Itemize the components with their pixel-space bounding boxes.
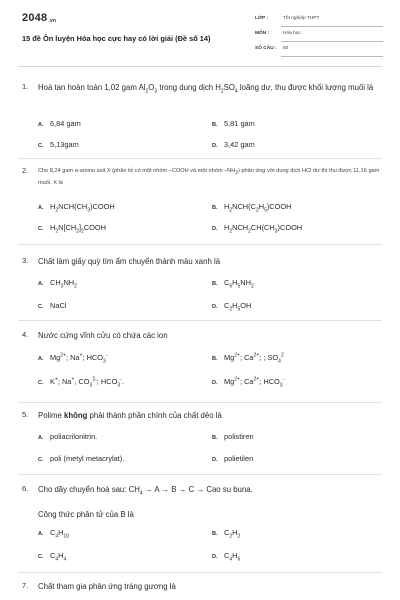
option-text: polietilen: [224, 454, 254, 463]
option-d[interactable]: [212, 301, 382, 312]
question-number: 4.: [22, 330, 29, 339]
question-stem: Chất tham gia phản ứng tráng gương là: [38, 582, 176, 591]
option-text: $H_2NCH(C_2H_5)COOH$: [224, 202, 292, 214]
question-divider: [18, 402, 382, 403]
logo-text: 2048: [22, 12, 48, 24]
option-letter: A.: [38, 435, 44, 441]
question-6: [22, 484, 382, 563]
meta-label: MÔN :: [255, 31, 270, 36]
option-d[interactable]: [212, 377, 382, 389]
question-divider: [18, 158, 382, 159]
option-letter: A.: [38, 356, 44, 363]
question-2: [22, 166, 382, 235]
option-a[interactable]: [38, 353, 208, 365]
meta-label: LỚP :: [255, 16, 269, 21]
option-text: $Mg^{2+}$; $Ca^{2+}$; $HCO_3^-$: [224, 377, 285, 389]
meta-class: [255, 15, 383, 27]
option-d[interactable]: [212, 454, 382, 463]
option-letter: A.: [38, 205, 44, 211]
question-stem: Cho 8,24 gam α-amino axit X (phân tử có một nhóm –COOH và một nhóm $-NH_2$) phản ứng với dung dịch HCl dư thì thu được 11,16 gam muối. X là: [38, 168, 380, 187]
option-letter: C.: [38, 457, 44, 463]
option-letter: B.: [212, 122, 218, 128]
option-b[interactable]: [212, 432, 382, 441]
question-number: 5.: [22, 410, 29, 419]
option-text: polistiren: [224, 432, 254, 441]
option-d[interactable]: [212, 223, 382, 234]
option-c[interactable]: [38, 140, 208, 149]
document-title: 15 đề Ôn luyện Hóa học cực hay có lời giải (Đề số 14): [22, 34, 211, 43]
option-a[interactable]: [38, 119, 208, 128]
option-letter: C.: [38, 226, 44, 232]
question-stem: Nước cứng vĩnh cửu có chứa các ion: [38, 331, 168, 340]
option-text: $H_2N[CH_2]_2COOH$: [50, 223, 107, 235]
meta-underline: [281, 56, 383, 57]
option-d[interactable]: [212, 140, 382, 149]
option-text: $C_2H_2$: [224, 528, 241, 540]
option-letter: A.: [38, 281, 44, 287]
option-letter: D.: [212, 380, 218, 387]
option-letter: B.: [212, 531, 218, 537]
option-b[interactable]: [212, 353, 382, 365]
option-text: $Mg^{2+}$; Na+; $HCO_3^-$: [50, 353, 108, 365]
question-7: [22, 581, 382, 593]
option-text: $H_2NCH_2CH(CH_3)COOH$: [224, 223, 303, 235]
option-c[interactable]: [38, 454, 208, 463]
option-letter: A.: [38, 122, 44, 128]
header-divider: [18, 66, 382, 67]
question-stem: Polime không phải thành phần chính của chất dẻo là: [38, 411, 222, 420]
option-letter: B.: [212, 205, 218, 211]
option-c[interactable]: [38, 551, 208, 562]
option-text: poliacrilonitrin.: [50, 432, 98, 441]
option-letter: D.: [212, 304, 218, 310]
meta-value: Hóa học: [283, 31, 301, 36]
option-letter: A.: [38, 531, 44, 537]
option-c[interactable]: [38, 377, 208, 389]
option-text: $CH_3NH_2$: [50, 278, 77, 290]
option-a[interactable]: [38, 202, 208, 213]
question-stem-continued: Công thức phân tử của B là: [38, 509, 134, 519]
option-b[interactable]: [212, 528, 382, 539]
option-b[interactable]: [212, 278, 382, 289]
option-letter: B.: [212, 356, 218, 363]
question-number: 3.: [22, 256, 29, 265]
meta-value: Tốt nghiệp THPT: [283, 16, 320, 21]
question-stem: Chất làm giấy quỳ tím ẩm chuyển thành màu xanh là: [38, 257, 221, 266]
meta-underline: [281, 26, 383, 27]
question-divider: [18, 244, 382, 245]
option-text: K+; Na+, $CO_3^{2-}$; $HCO_3^-$.: [50, 377, 124, 389]
option-letter: D.: [212, 457, 218, 463]
question-divider: [18, 474, 382, 475]
question-divider: [18, 320, 382, 321]
meta-underline: [281, 41, 383, 42]
option-text: $C_4H_4$: [50, 551, 67, 563]
option-text: 3,42 gam: [224, 140, 255, 149]
question-stem: Hoà tan hoàn toàn 1,02 gam $Al_2O_3$ trong dung dịch $H_2SO_4$ loãng dư, thu được khối lượng muối là: [38, 83, 374, 95]
option-c[interactable]: [38, 223, 208, 234]
option-text: $C_2H_5OH$: [224, 301, 252, 313]
option-text: $Mg^{2+}$; $Ca^{2+}$; ; $SO_4^2$: [224, 353, 284, 365]
option-c[interactable]: [38, 301, 208, 310]
question-stem: Cho dãy chuyển hoá sau: $CH_4 \to A \to B \to C$ → Cao su buna.: [38, 485, 253, 497]
option-letter: C.: [38, 143, 44, 149]
question-number: 2.: [22, 166, 29, 175]
option-text: 5,13gam: [50, 140, 79, 149]
question-number: 6.: [22, 484, 29, 493]
question-1: [22, 82, 382, 149]
option-text: $C_4H_{10}$: [50, 528, 70, 540]
option-a[interactable]: [38, 278, 208, 289]
option-d[interactable]: [212, 551, 382, 562]
option-letter: B.: [212, 435, 218, 441]
option-a[interactable]: [38, 528, 208, 539]
option-letter: D.: [212, 226, 218, 232]
option-letter: B.: [212, 281, 218, 287]
option-letter: D.: [212, 554, 218, 560]
option-text: $C_4H_6$: [224, 551, 241, 563]
option-text: $C_6H_5NH_2$: [224, 278, 254, 290]
page-header: [0, 0, 400, 66]
site-logo[interactable]: [22, 12, 56, 24]
option-a[interactable]: [38, 432, 208, 441]
option-text: 5,81 gam: [224, 119, 255, 128]
question-5: [22, 410, 382, 463]
question-4: [22, 330, 382, 389]
option-text: 6,84 gam: [50, 119, 81, 128]
option-letter: C.: [38, 380, 44, 387]
option-letter: D.: [212, 143, 218, 149]
option-text: $H_2NCH(CH_3)COOH$: [50, 202, 115, 214]
option-b[interactable]: [212, 119, 382, 128]
meta-subject: [255, 30, 383, 42]
option-text: poli (metyl metacrylat).: [50, 454, 125, 463]
question-divider: [18, 572, 382, 573]
logo-suffix: .vn: [48, 18, 57, 24]
meta-value: 50: [283, 46, 289, 51]
meta-question-count: [255, 45, 383, 57]
question-3: [22, 256, 382, 313]
option-b[interactable]: [212, 202, 382, 213]
question-number: 7.: [22, 581, 29, 590]
option-letter: C.: [38, 304, 44, 310]
meta-label: SỐ CÂU :: [255, 46, 277, 51]
question-number: 1.: [22, 82, 29, 91]
option-text: NaCl: [50, 301, 67, 310]
option-letter: C.: [38, 554, 44, 560]
